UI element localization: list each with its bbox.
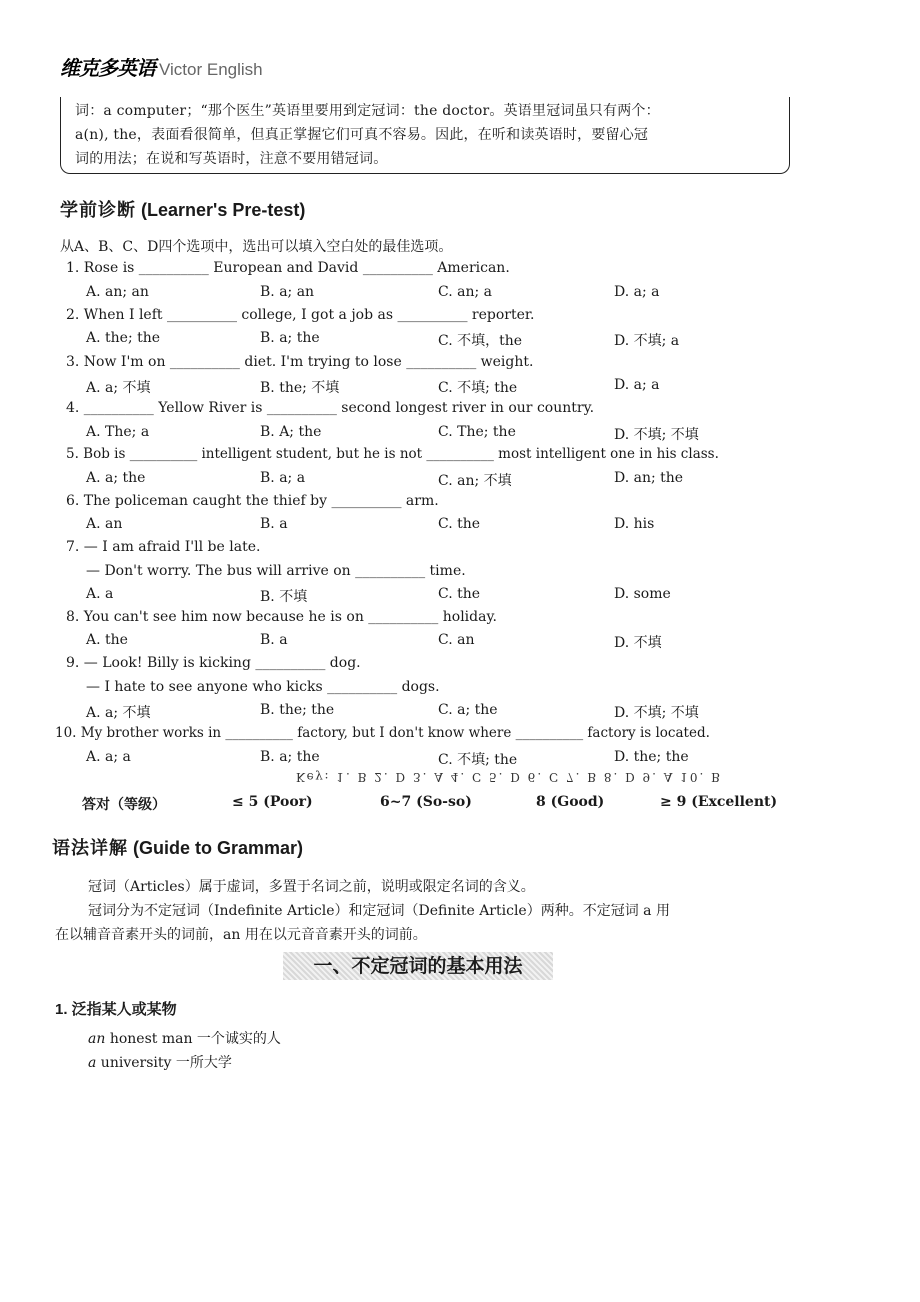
q3-option-a: A. a; 不填 [86, 380, 151, 396]
question-8-stem: 8. You can't see him now because he is on __________ holiday. [66, 609, 497, 625]
q5-option-c: C. an; 不填 [438, 473, 512, 489]
question-9-stem-2: — I hate to see anyone who kicks __________ dogs. [86, 679, 440, 695]
q10-option-a: A. a; a [86, 749, 131, 765]
q8-option-d: D. 不填 [614, 635, 662, 651]
q3-option-b: B. the; 不填 [260, 380, 340, 396]
brand-name: Victor English [159, 60, 263, 79]
q7-option-c: C. the [438, 586, 481, 602]
pretest-heading-en: (Learner's Pre-test) [141, 200, 306, 220]
q8-option-c: C. an [438, 632, 475, 648]
grammar-heading-zh: 语法详解 [52, 838, 128, 858]
example-1-article: an [88, 1031, 106, 1047]
grammar-heading-en: (Guide to Grammar) [133, 838, 304, 858]
question-2-stem: 2. When I left __________ college, I got a job as __________ reporter. [66, 307, 535, 323]
scoring-so-so: 6~7 (So-so) [380, 794, 472, 810]
q6-option-b: B. a [260, 516, 288, 532]
brand-header [60, 52, 263, 81]
brand-logo: 维克多英语 [60, 56, 155, 80]
q7-option-a: A. a [86, 586, 114, 602]
example-2-text: university 一所大学 [96, 1055, 232, 1071]
q4-option-d: D. 不填; 不填 [614, 427, 699, 443]
intro-note-box [60, 97, 790, 174]
pretest-heading-zh: 学前诊断 [60, 200, 136, 220]
question-7-stem-2: — Don't worry. The bus will arrive on __________ time. [86, 563, 466, 579]
q9-option-a: A. a; 不填 [86, 705, 151, 721]
pretest-heading [60, 196, 305, 222]
question-10-stem: 10. My brother works in __________ factory, but I don't know where __________ factory is located. [55, 725, 710, 741]
q8-option-a: A. the [86, 632, 128, 648]
q6-option-c: C. the [438, 516, 481, 532]
q9-option-c: C. a; the [438, 702, 498, 718]
q4-option-b: B. A; the [260, 424, 322, 440]
intro-note-line-2: a(n), the，表面看很简单，但真正掌握它们可真不容易。因此，在听和读英语时，要留心冠 [75, 127, 649, 143]
question-3-stem: 3. Now I'm on __________ diet. I'm trying to lose __________ weight. [66, 354, 534, 370]
q1-option-d: D. a; a [614, 284, 660, 300]
q7-option-d: D. some [614, 586, 671, 602]
scoring-excellent: ≥ 9 (Excellent) [660, 794, 778, 810]
q3-option-c: C. 不填; the [438, 380, 518, 396]
example-1-text: honest man 一个诚实的人 [105, 1031, 281, 1047]
q4-option-a: A. The; a [86, 424, 150, 440]
q2-option-a: A. the; the [86, 330, 161, 346]
q2-option-d: D. 不填; a [614, 333, 680, 349]
q9-option-d: D. 不填; 不填 [614, 705, 699, 721]
q8-option-b: B. a [260, 632, 288, 648]
q9-option-b: B. the; the [260, 702, 335, 718]
q2-option-b: B. a; the [260, 330, 320, 346]
pretest-instruction: 从A、B、C、D四个选项中，选出可以填入空白处的最佳选项。 [60, 239, 453, 255]
q5-option-a: A. a; the [86, 470, 146, 486]
question-7-stem: 7. — I am afraid I'll be late. [66, 539, 261, 555]
question-6-stem: 6. The policeman caught the thief by __________ arm. [66, 493, 439, 509]
q3-option-d: D. a; a [614, 377, 660, 393]
grammar-paragraph-1: 冠词（Articles）属于虚词，多置于名词之前，说明或限定名词的含义。 [88, 879, 535, 895]
example-1 [88, 1028, 281, 1048]
example-2 [88, 1052, 232, 1072]
grammar-heading [52, 834, 303, 860]
intro-note-line-3: 词的用法；在说和写英语时，注意不要用错冠词。 [75, 151, 388, 167]
q10-option-d: D. the; the [614, 749, 689, 765]
question-9-stem: 9. — Look! Billy is kicking __________ dog. [66, 655, 361, 671]
question-1-stem: 1. Rose is __________ European and David __________ American. [66, 260, 510, 276]
q1-option-a: A. an; an [86, 284, 149, 300]
answer-key: Key: 1. B 2. D 3. A 4. C 5. D 6. C 7. B 8. D 9. A 10. B [296, 770, 722, 784]
subsection-1-title: 1. 泛指某人或某物 [55, 1001, 177, 1018]
question-5-stem: 5. Bob is __________ intelligent student, but he is not __________ most intelligent one in his class. [66, 446, 719, 462]
q4-option-c: C. The; the [438, 424, 516, 440]
scoring-label: 答对（等级） [82, 797, 166, 813]
q5-option-b: B. a; a [260, 470, 306, 486]
example-2-article: a [88, 1055, 97, 1071]
q5-option-d: D. an; the [614, 470, 684, 486]
intro-note-line-1: 词：a computer；“那个医生”英语里要用到定冠词：the doctor。英语里冠词虽只有两个： [75, 103, 660, 119]
q7-option-b: B. 不填 [260, 589, 308, 605]
question-4-stem: 4. __________ Yellow River is __________ second longest river in our country. [66, 400, 595, 416]
q10-option-b: B. a; the [260, 749, 320, 765]
scoring-good: 8 (Good) [536, 794, 605, 810]
scoring-poor: ≤ 5 (Poor) [232, 794, 313, 810]
q1-option-c: C. an; a [438, 284, 492, 300]
section-title-banner: 一、不定冠词的基本用法 [283, 952, 553, 980]
grammar-paragraph-2-line-2: 在以辅音音素开头的词前，an 用在以元音音素开头的词前。 [55, 927, 427, 943]
q2-option-c: C. 不填，the [438, 333, 523, 349]
grammar-paragraph-2-line-1: 冠词分为不定冠词（Indefinite Article）和定冠词（Definite Article）两种。不定冠词 a 用 [88, 903, 670, 919]
q6-option-a: A. an [86, 516, 123, 532]
q6-option-d: D. his [614, 516, 655, 532]
q1-option-b: B. a; an [260, 284, 315, 300]
q10-option-c: C. 不填; the [438, 752, 518, 768]
